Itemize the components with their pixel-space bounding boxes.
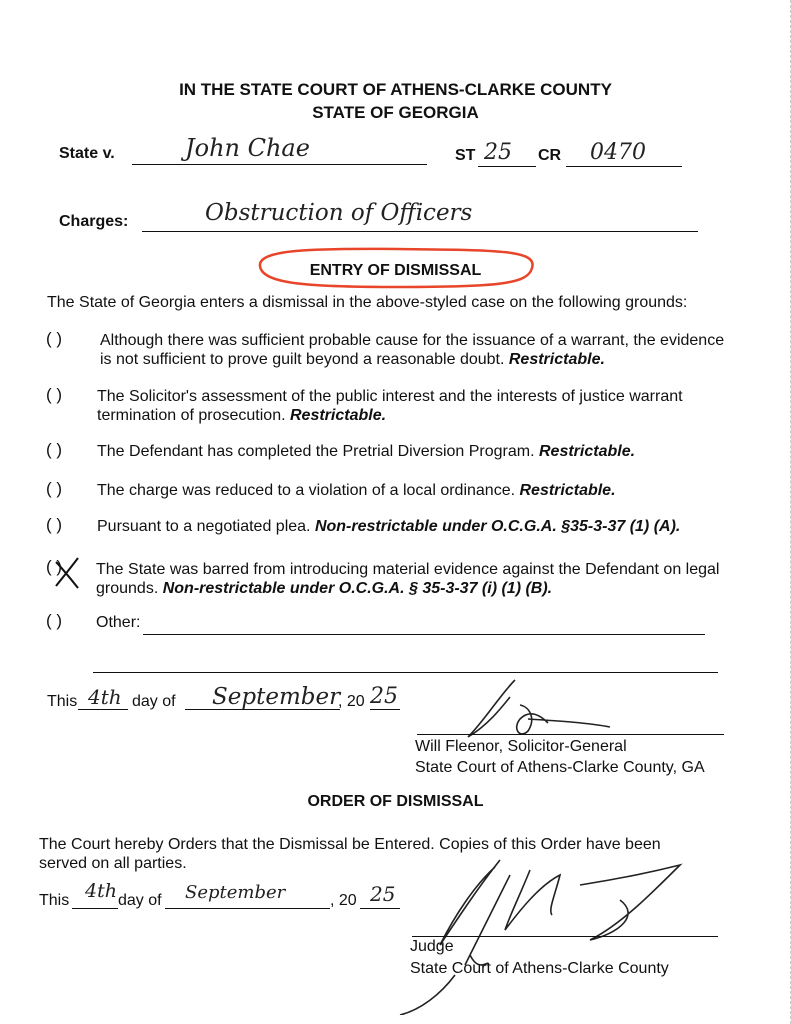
cr-label: CR (538, 147, 562, 164)
option-7-text: Other: (96, 614, 141, 631)
entry-title: ENTRY OF DISMISSAL (309, 262, 482, 279)
option-3-text: The Defendant has completed the Pretrial Diversion Program. Restrictable. (97, 443, 636, 460)
order-month-handwritten: September (185, 882, 286, 903)
order-text-line1: The Court hereby Orders that the Dismissal be Entered. Copies of this Order have been (39, 836, 661, 853)
option-checkbox-checked[interactable]: ( ) (46, 557, 63, 576)
option-row (46, 611, 62, 631)
entry-day-line (78, 709, 128, 710)
defendant-name-handwritten: John Chae (185, 134, 310, 162)
court-heading: IN THE STATE COURT OF ATHENS-CLARKE COUNTY (179, 80, 612, 99)
charges-handwritten: Obstruction of Officers (205, 200, 473, 226)
option-row (46, 515, 62, 535)
other-line-2 (93, 672, 718, 673)
st-value-handwritten: 25 (484, 140, 512, 165)
order-day-line (72, 908, 118, 909)
entry-day-handwritten: 4th (88, 685, 122, 709)
order-month-line (165, 908, 330, 909)
option-checkbox[interactable]: ( ) (46, 385, 63, 404)
charges-line (142, 231, 698, 232)
order-day-handwritten: 4th (85, 880, 117, 902)
handwritten-x-mark (50, 552, 84, 596)
option-checkbox[interactable]: ( ) (46, 440, 63, 459)
judge-title: Judge (410, 938, 454, 955)
judge-signature (380, 855, 710, 1015)
entry-year-line (370, 709, 400, 710)
option-checkbox[interactable]: ( ) (46, 479, 63, 498)
option-6-text: The State was barred from introducing material evidence against the Defendant on legal grounds. Non-restrictable under O.C.G.A. § 35-3-37 (i) (1) (B). (96, 561, 720, 597)
order-text-line2: served on all parties. (39, 855, 187, 872)
option-checkbox[interactable]: ( ) (46, 329, 63, 348)
order-date-dayof: day of (118, 892, 162, 909)
cr-value-handwritten: 0470 (590, 140, 646, 165)
entry-month-handwritten: September (212, 684, 341, 710)
order-date-this: This (39, 892, 70, 909)
charges-label: Charges: (59, 213, 129, 230)
defendant-line (132, 164, 427, 165)
option-row (46, 385, 62, 405)
solicitor-name: Will Fleenor, Solicitor-General (415, 738, 627, 755)
option-row (46, 440, 62, 460)
entry-year-handwritten: 25 (370, 684, 398, 709)
option-row (46, 329, 62, 349)
cr-line (566, 166, 682, 167)
entry-date-dayof: day of (132, 693, 176, 710)
option-5-text: Pursuant to a negotiated plea. Non-restrictable under O.C.G.A. §35-3-37 (1) (A). (97, 518, 681, 535)
order-year-handwritten: 25 (370, 882, 396, 906)
option-checkbox[interactable]: ( ) (46, 611, 63, 630)
order-title: ORDER OF DISMISSAL (307, 793, 484, 810)
option-2-text: The Solicitor's assessment of the public interest and the interests of justice warrant termination of prosecution. Restrictable. (97, 388, 683, 424)
entry-date-this: This (47, 693, 78, 710)
entry-date-year-prefix: , 20 (338, 693, 365, 710)
other-line-1 (143, 634, 705, 635)
judge-signature-line (412, 936, 718, 937)
state-v-label: State v. (59, 145, 115, 162)
option-1-text: Although there was sufficient probable cause for the issuance of a warrant, the evidence is not sufficient to prove guilt beyond a reasonable doubt. Restrictable. (100, 332, 725, 368)
solicitor-signature-line (417, 734, 724, 735)
option-checkbox[interactable]: ( ) (46, 515, 63, 534)
option-row (46, 479, 62, 499)
state-heading: STATE OF GEORGIA (312, 103, 479, 122)
st-label: ST (455, 147, 476, 164)
option-4-text: The charge was reduced to a violation of a local ordinance. Restrictable. (97, 482, 616, 499)
judge-court: State Court of Athens-Clarke County (410, 960, 669, 977)
order-date-year-prefix: , 20 (330, 892, 357, 909)
entry-intro: The State of Georgia enters a dismissal in the above-styled case on the following grounds: (47, 294, 688, 311)
solicitor-court: State Court of Athens-Clarke County, GA (415, 759, 705, 776)
st-line (478, 166, 536, 167)
